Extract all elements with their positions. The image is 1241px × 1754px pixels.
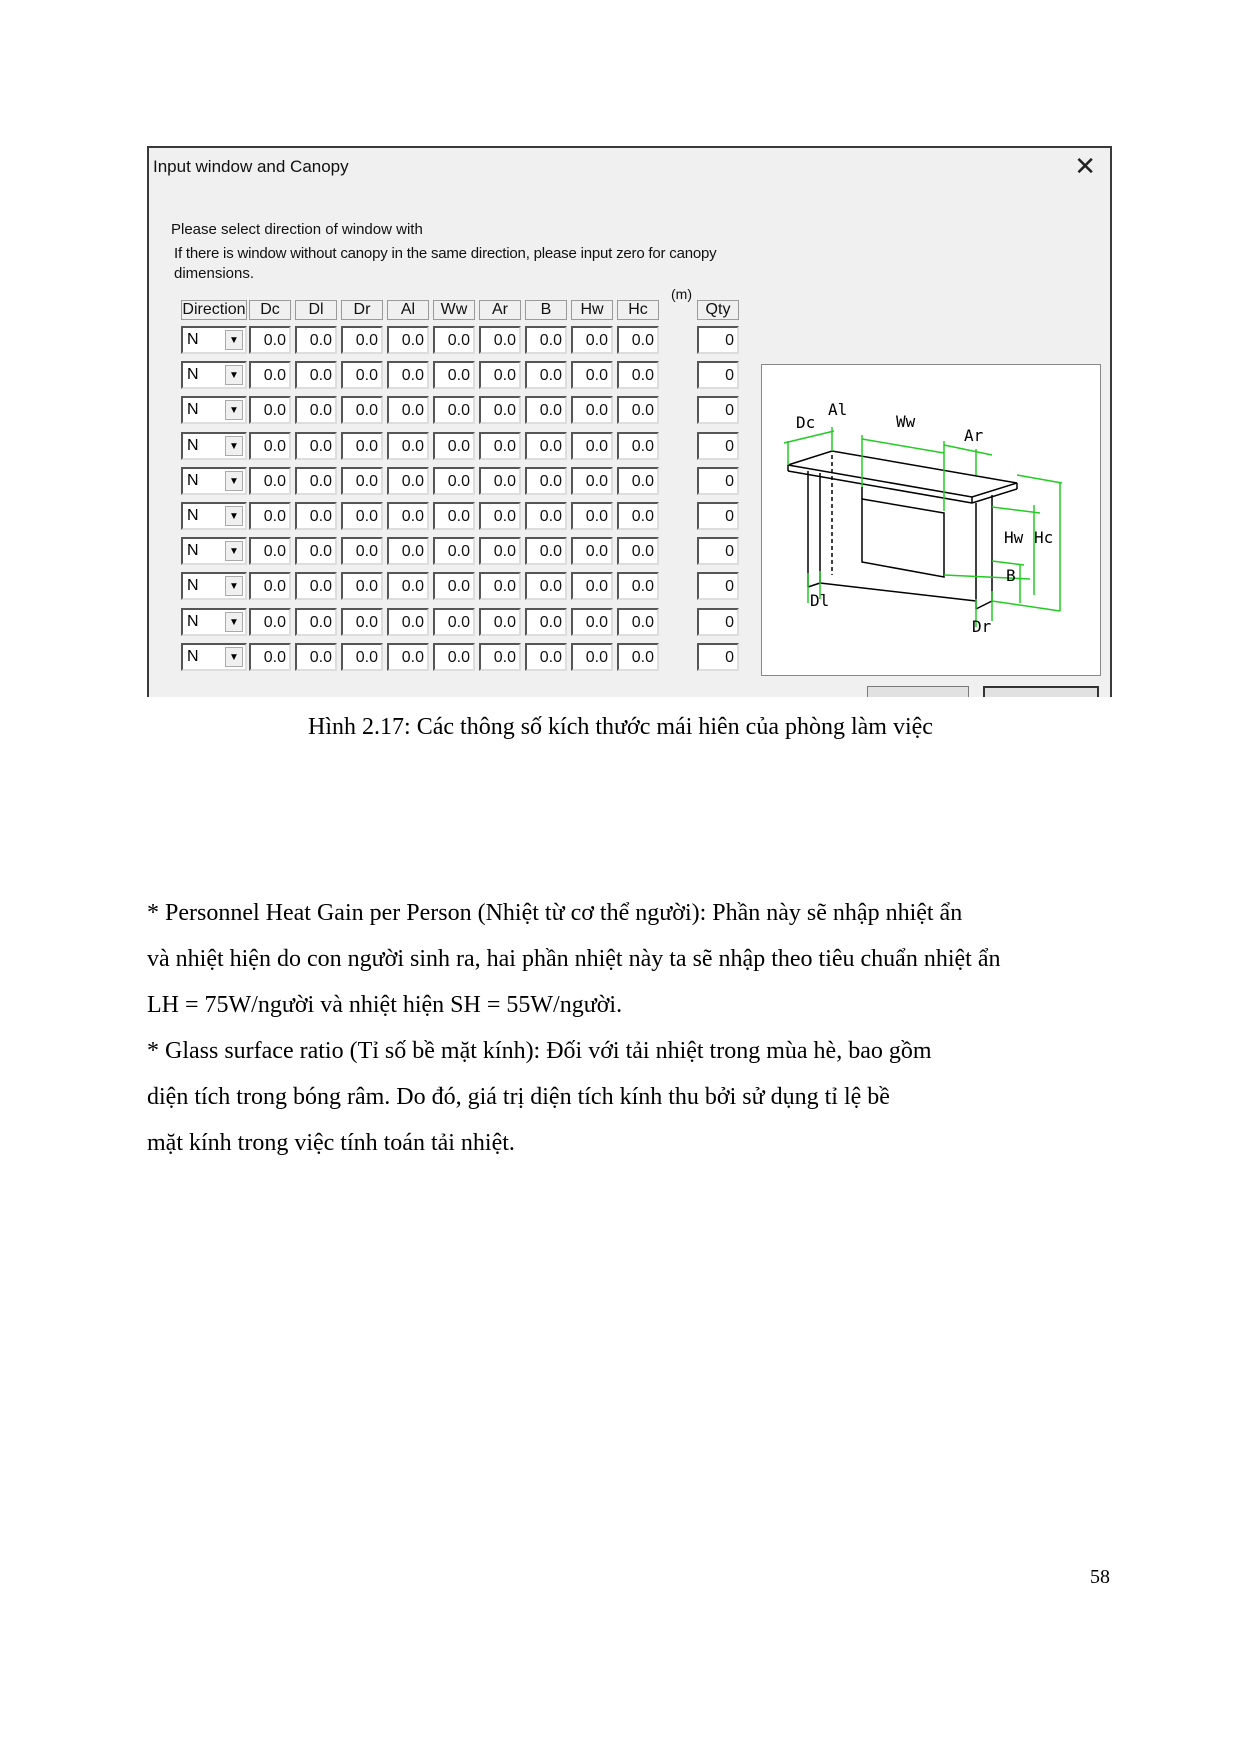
dimension-field-hw[interactable]: 0.0 (571, 326, 613, 354)
column-header-dr: Dr (341, 300, 383, 320)
dimension-field-dc[interactable]: 0.0 (249, 396, 291, 424)
dimension-field-dr[interactable]: 0.0 (341, 467, 383, 495)
close-icon[interactable]: ✕ (1074, 151, 1096, 181)
dimension-field-ar[interactable]: 0.0 (479, 608, 521, 636)
diagram-label-al: Al (828, 400, 848, 419)
direction-select[interactable] (181, 537, 247, 565)
dimension-field-al[interactable]: 0.0 (387, 467, 429, 495)
diagram-label-hw: Hw (1004, 528, 1024, 547)
paragraph-line: * Personnel Heat Gain per Person (Nhiệt từ cơ thể người): Phần này sẽ nhập nhiệt ẩn (147, 900, 963, 926)
dimension-field-hc[interactable]: 0.0 (617, 432, 659, 460)
dimension-field-ar[interactable]: 0.0 (479, 432, 521, 460)
dimension-field-ww[interactable]: 0.0 (433, 537, 475, 565)
qty-field[interactable]: 0 (697, 432, 739, 460)
chevron-down-icon[interactable]: ▼ (225, 436, 243, 456)
column-header-hw: Hw (571, 300, 613, 320)
dimension-field-al[interactable]: 0.0 (387, 502, 429, 530)
dimension-field-al[interactable]: 0.0 (387, 361, 429, 389)
dimension-field-ww[interactable]: 0.0 (433, 432, 475, 460)
direction-select[interactable] (181, 396, 247, 424)
qty-field[interactable]: 0 (697, 643, 739, 671)
dimension-field-ar[interactable]: 0.0 (479, 643, 521, 671)
chevron-down-icon[interactable]: ▼ (225, 612, 243, 632)
qty-field[interactable]: 0 (697, 467, 739, 495)
chevron-down-icon[interactable]: ▼ (225, 576, 243, 596)
dimension-field-ww[interactable]: 0.0 (433, 361, 475, 389)
dimension-field-ww[interactable]: 0.0 (433, 396, 475, 424)
dimension-field-dl[interactable]: 0.0 (295, 643, 337, 671)
direction-value: N (187, 542, 199, 560)
instruction-line-1: Please select direction of window with (171, 221, 423, 238)
column-header-al: Al (387, 300, 429, 320)
dimension-field-b[interactable]: 0.0 (525, 643, 567, 671)
dimension-field-hc[interactable]: 0.0 (617, 537, 659, 565)
dimension-field-dr[interactable]: 0.0 (341, 572, 383, 600)
dimension-field-hc[interactable]: 0.0 (617, 326, 659, 354)
dimension-field-ar[interactable]: 0.0 (479, 572, 521, 600)
direction-value: N (187, 507, 199, 524)
dimension-field-dr[interactable]: 0.0 (341, 502, 383, 530)
dimension-field-al[interactable]: 0.0 (387, 643, 429, 671)
qty-field[interactable]: 0 (697, 361, 739, 389)
dimension-field-hc[interactable]: 0.0 (617, 467, 659, 495)
paragraph-line: và nhiệt hiện do con người sinh ra, hai phần nhiệt này ta sẽ nhập theo tiêu chuẩn nhiệt ẩn (147, 946, 1001, 972)
dimension-field-b[interactable]: 0.0 (525, 361, 567, 389)
paragraph-line: LH = 75W/người và nhiệt hiện SH = 55W/người. (147, 992, 623, 1018)
dimension-field-hw[interactable]: 0.0 (571, 396, 613, 424)
dimension-field-b[interactable]: 0.0 (525, 467, 567, 495)
dimension-field-dc[interactable]: 0.0 (249, 537, 291, 565)
qty-field[interactable]: 0 (697, 608, 739, 636)
dimension-field-al[interactable]: 0.0 (387, 608, 429, 636)
instruction-line-2: If there is window without canopy in the same direction, please input zero for canopy (174, 245, 717, 262)
direction-select[interactable] (181, 467, 247, 495)
dimension-field-dr[interactable]: 0.0 (341, 326, 383, 354)
dimension-field-ar[interactable]: 0.0 (479, 326, 521, 354)
column-header-ar: Ar (479, 300, 521, 320)
qty-field[interactable]: 0 (697, 537, 739, 565)
dimension-field-ww[interactable]: 0.0 (433, 326, 475, 354)
dimension-field-b[interactable]: 0.0 (525, 608, 567, 636)
dimension-field-dc[interactable]: 0.0 (249, 502, 291, 530)
chevron-down-icon[interactable]: ▼ (225, 647, 243, 667)
canopy-diagram (761, 364, 1101, 676)
paragraph-line: mặt kính trong việc tính toán tải nhiệt. (147, 1130, 515, 1156)
dimension-field-al[interactable]: 0.0 (387, 572, 429, 600)
direction-select[interactable] (181, 572, 247, 600)
direction-select[interactable] (181, 608, 247, 636)
dimension-field-hc[interactable]: 0.0 (617, 361, 659, 389)
direction-value: N (187, 331, 199, 348)
dimension-field-dc[interactable]: 0.0 (249, 608, 291, 636)
unit-label: (m) (671, 286, 692, 302)
qty-field[interactable]: 0 (697, 502, 739, 530)
figure-caption: Hình 2.17: Các thông số kích thước mái hiên của phòng làm việc (308, 714, 933, 740)
direction-value: N (187, 471, 199, 489)
diagram-label-hc: Hc (1034, 528, 1054, 547)
dialog-title: Input window and Canopy (153, 157, 349, 176)
diagram-label-dl: Dl (810, 591, 830, 610)
dimension-field-dc[interactable]: 0.0 (249, 361, 291, 389)
dimension-field-ww[interactable]: 0.0 (433, 467, 475, 495)
column-header-ww: Ww (433, 300, 475, 320)
direction-value: N (187, 647, 199, 665)
dimension-field-dl[interactable]: 0.0 (295, 537, 337, 565)
direction-select[interactable] (181, 361, 247, 389)
dimension-field-ww[interactable]: 0.0 (433, 502, 475, 530)
column-header-b: B (525, 300, 567, 320)
diagram-label-ww: Ww (896, 412, 916, 431)
dimension-field-dr[interactable]: 0.0 (341, 396, 383, 424)
dimension-field-dr[interactable]: 0.0 (341, 361, 383, 389)
chevron-down-icon[interactable]: ▼ (225, 400, 243, 420)
dimension-field-dl[interactable]: 0.0 (295, 361, 337, 389)
direction-select[interactable] (181, 643, 247, 671)
diagram-label-dr: Dr (972, 617, 992, 636)
qty-field[interactable]: 0 (697, 396, 739, 424)
dimension-field-hw[interactable]: 0.0 (571, 432, 613, 460)
dimension-field-dr[interactable]: 0.0 (341, 432, 383, 460)
column-header-direction: Direction (182, 301, 246, 318)
dimension-field-hw[interactable]: 0.0 (571, 608, 613, 636)
chevron-down-icon[interactable]: ▼ (225, 541, 243, 561)
dimension-field-hc[interactable]: 0.0 (617, 643, 659, 671)
direction-value: N (187, 436, 199, 454)
column-header-dl: Dl (295, 300, 337, 320)
dimension-field-b[interactable]: 0.0 (525, 432, 567, 460)
dimension-field-ar[interactable]: 0.0 (479, 502, 521, 530)
cancel-button[interactable] (983, 686, 1099, 697)
dimension-field-dc[interactable]: 0.0 (249, 432, 291, 460)
dimension-field-hw[interactable]: 0.0 (571, 537, 613, 565)
dimension-field-dr[interactable]: 0.0 (341, 537, 383, 565)
direction-select[interactable] (181, 432, 247, 460)
dimension-field-b[interactable]: 0.0 (525, 537, 567, 565)
direction-value: N (187, 612, 199, 630)
dimension-field-al[interactable]: 0.0 (387, 396, 429, 424)
dimension-field-al[interactable]: 0.0 (387, 537, 429, 565)
table-row (149, 326, 1110, 356)
dimension-field-dl[interactable]: 0.0 (295, 467, 337, 495)
input-window-canopy-dialog (147, 146, 1112, 697)
dimension-field-hw[interactable]: 0.0 (571, 467, 613, 495)
dimension-field-hw[interactable]: 0.0 (571, 361, 613, 389)
page-number: 58 (1090, 1566, 1110, 1588)
diagram-label-ar: Ar (964, 426, 984, 445)
chevron-down-icon[interactable]: ▼ (225, 471, 243, 491)
dimension-field-dc[interactable]: 0.0 (249, 643, 291, 671)
direction-select[interactable] (181, 502, 247, 530)
dimension-field-dc[interactable]: 0.0 (249, 467, 291, 495)
dimension-field-b[interactable]: 0.0 (525, 572, 567, 600)
direction-value: N (187, 577, 199, 595)
dimension-field-hc[interactable]: 0.0 (617, 572, 659, 600)
dimension-field-dc[interactable]: 0.0 (249, 326, 291, 354)
dimension-field-b[interactable]: 0.0 (525, 396, 567, 424)
dimension-field-al[interactable]: 0.0 (387, 326, 429, 354)
chevron-down-icon[interactable]: ▼ (225, 365, 243, 385)
dimension-field-hc[interactable]: 0.0 (617, 502, 659, 530)
paragraph-line: diện tích trong bóng râm. Do đó, giá trị diện tích kính thu bởi sử dụng tỉ lệ bề (147, 1084, 890, 1110)
diagram-label-b: B (1006, 566, 1016, 585)
paragraph-line: * Glass surface ratio (Tỉ số bề mặt kính): Đối với tải nhiệt trong mùa hè, bao gồm (147, 1038, 932, 1064)
qty-field[interactable]: 0 (697, 572, 739, 600)
dimension-field-dc[interactable]: 0.0 (249, 572, 291, 600)
dimension-field-ar[interactable]: 0.0 (479, 396, 521, 424)
dimension-field-ar[interactable]: 0.0 (479, 467, 521, 495)
chevron-down-icon[interactable]: ▼ (225, 330, 243, 350)
column-header-hc: Hc (617, 300, 659, 320)
instruction-line-3: dimensions. (174, 265, 255, 282)
dimension-field-dl[interactable]: 0.0 (295, 608, 337, 636)
dimension-field-ar[interactable]: 0.0 (479, 361, 521, 389)
dimension-field-hw[interactable]: 0.0 (571, 643, 613, 671)
dimension-field-al[interactable]: 0.0 (387, 432, 429, 460)
dimension-field-ww[interactable]: 0.0 (433, 643, 475, 671)
direction-value: N (187, 401, 199, 419)
qty-field[interactable]: 0 (697, 326, 739, 354)
dimension-field-hw[interactable]: 0.0 (571, 572, 613, 600)
ok-button[interactable] (867, 686, 969, 697)
dimension-field-ww[interactable]: 0.0 (433, 572, 475, 600)
direction-select[interactable] (181, 326, 247, 354)
dimension-field-dr[interactable]: 0.0 (341, 608, 383, 636)
canopy-diagram-svg (762, 365, 1100, 675)
dimension-field-hc[interactable]: 0.0 (617, 396, 659, 424)
dimension-field-dr[interactable]: 0.0 (341, 643, 383, 671)
dimension-field-b[interactable]: 0.0 (525, 326, 567, 354)
column-header-dc: Dc (249, 300, 291, 320)
dimension-field-dl[interactable]: 0.0 (295, 326, 337, 354)
dimension-field-dl[interactable]: 0.0 (295, 502, 337, 530)
direction-value: N (187, 366, 199, 384)
column-header-qty: Qty (697, 300, 739, 320)
dimension-field-b[interactable]: 0.0 (525, 502, 567, 530)
dimension-field-dl[interactable]: 0.0 (295, 396, 337, 424)
dimension-field-hw[interactable]: 0.0 (571, 502, 613, 530)
chevron-down-icon[interactable]: ▼ (225, 506, 243, 526)
diagram-label-dc: Dc (796, 413, 816, 432)
dimension-field-hc[interactable]: 0.0 (617, 608, 659, 636)
dimension-field-dl[interactable]: 0.0 (295, 432, 337, 460)
dimension-field-ar[interactable]: 0.0 (479, 537, 521, 565)
dimension-field-dl[interactable]: 0.0 (295, 572, 337, 600)
dimension-field-ww[interactable]: 0.0 (433, 608, 475, 636)
